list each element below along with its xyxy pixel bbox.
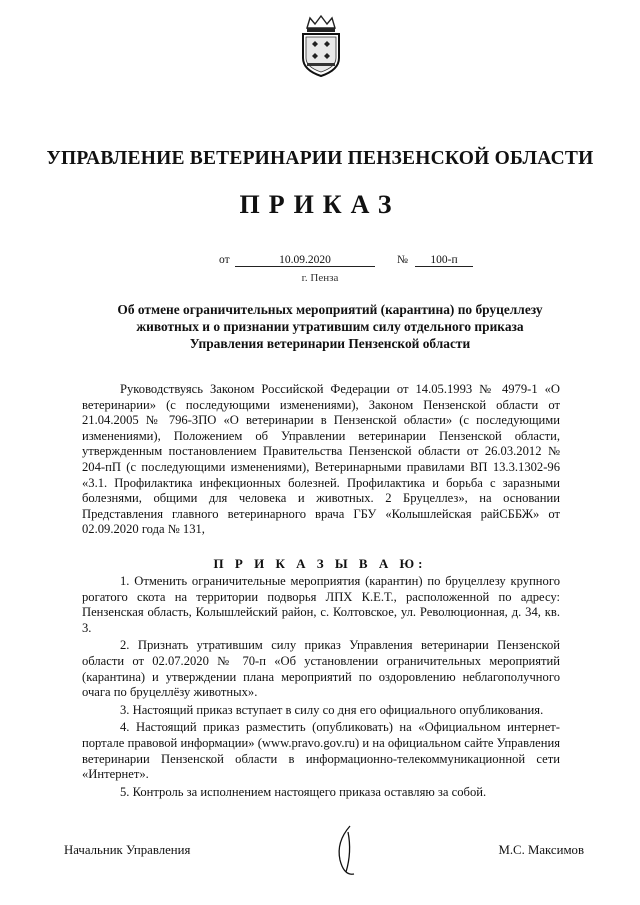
preamble — [82, 382, 560, 538]
document-subject: Об отмене ограничительных мероприятий (карантина) по бруцеллезу животных и о признании утратившим силу отдельного приказа Управления ветеринарии Пензенской области — [117, 302, 543, 351]
order-item: 2. Признать утратившим силу приказ Управления ветеринарии Пензенской области от 02.07.2020 № 70-п «Об установлении ограничительных мероприятий (карантина) и утверждении плана мероприятий по оздоровлению неблагополучного очага по бруцеллёзу животных». — [82, 638, 560, 700]
city: г. Пенза — [301, 272, 339, 284]
organization-title: УПРАВЛЕНИЕ ВЕТЕРИНАРИИ ПЕНЗЕНСКОЙ ОБЛАСТИ — [46, 148, 594, 169]
order-items — [82, 574, 560, 802]
document-number: 100-п — [415, 254, 473, 267]
date-number-line — [219, 254, 479, 270]
preamble-text: Руководствуясь Законом Российской Федерации от 14.05.1993 № 4979-1 «О ветеринарии» (с последующими изменениями), Законом Пензенской области от 21.04.2005 № 796-ЗПО «О ветеринарии в Пензенской области» (с последующими изменениями), Положением об Управлении ветеринарии Пензенской области, утвержденным постановлением Правительства Пензенской области от 26.03.2012 № 204-пП (с последующими изменениями), Ветеринарными правилами ВП 13.3.1302-96 «3.1. Профилактика инфекционных болезней. Профилактика и борьба с заразными болезнями, общими для человека и животных. 2 Бруцеллез», на основании Представления главного ветеринарного врача ГБУ «Колышлейская райСББЖ» от 02.09.2020 года № 131, — [82, 382, 560, 537]
signature-block — [64, 843, 584, 863]
date-label: от — [219, 254, 230, 266]
penza-coat-of-arms-icon — [297, 14, 345, 78]
order-item: 5. Контроль за исполнением настоящего приказа оставляю за собой. — [120, 784, 487, 799]
document-type: ПРИКАЗ — [239, 190, 401, 219]
order-item: 3. Настоящий приказ вступает в силу со дня его официального опубликования. — [120, 702, 544, 717]
document-date: 10.09.2020 — [235, 254, 375, 267]
order-heading: П Р И К А З Ы В А Ю: — [213, 556, 427, 571]
order-item: 4. Настоящий приказ разместить (опубликовать) на «Официальном интернет-портале правовой информации» (www.pravo.gov.ru) и на официальном сайте Управления ветеринарии Пензенской области в информационно-телекоммуникационной сети «Интернет». — [82, 720, 560, 782]
signer-name: М.С. Максимов — [498, 843, 584, 857]
signer-role: Начальник Управления — [64, 843, 191, 857]
order-item: 1. Отменить ограничительные мероприятия (карантин) по бруцеллезу крупного рогатого скота на территории подворья ЛПХ К.Е.Т., расположенной по адресу: Пензенская область, Колышлейский район, с. Колтовское, ул. Революционная, д. 34, кв. 3. — [82, 574, 560, 635]
number-label: № — [397, 254, 408, 266]
